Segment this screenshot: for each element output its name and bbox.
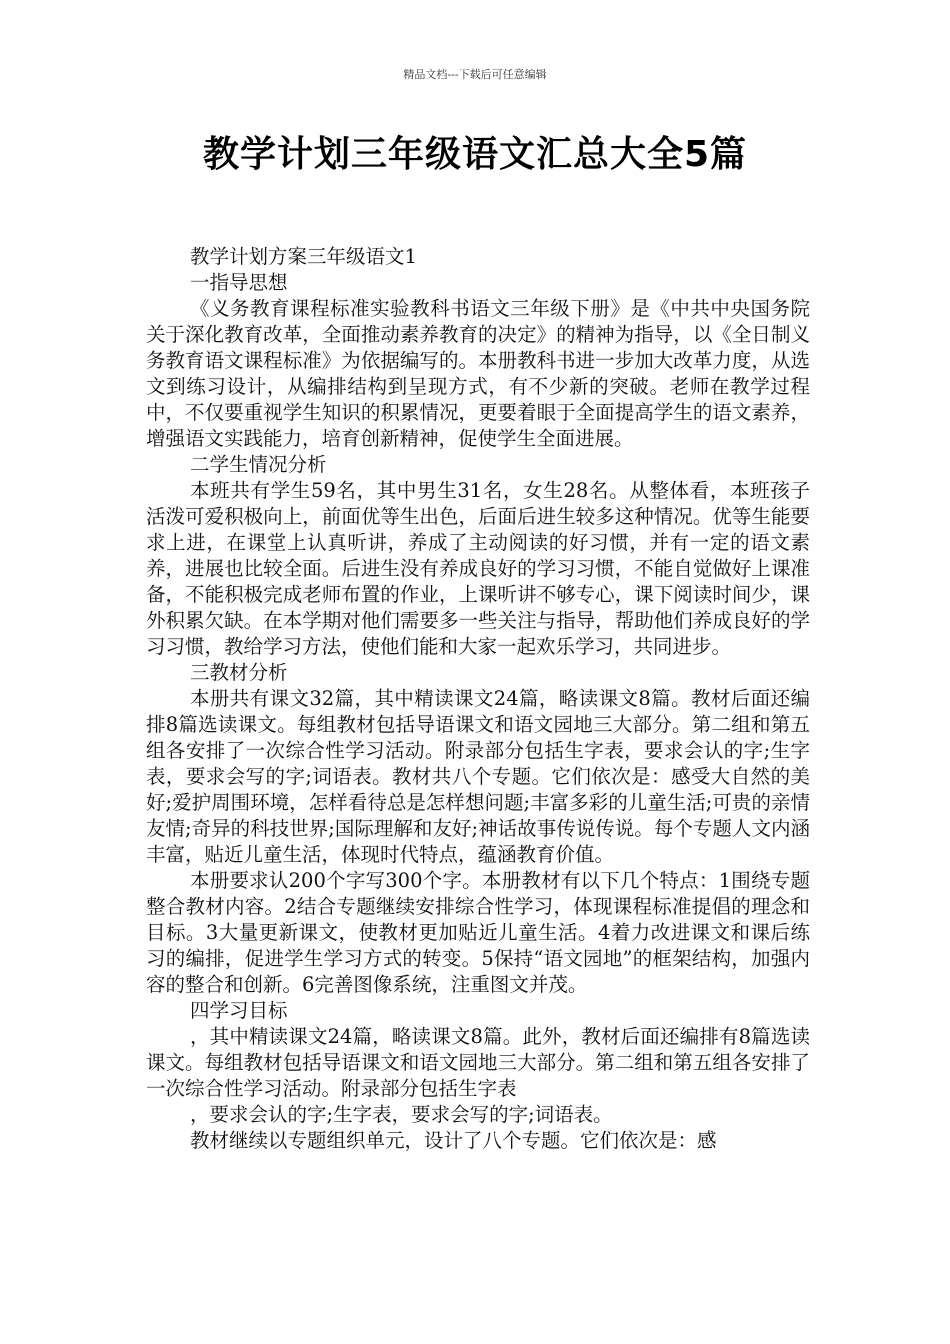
subsection-heading: 二学生情况分析 [190,453,327,476]
paragraph: ，其中精读课文24篇，略读课文8篇。此外，教材后面还编排有8篇选读课文。每组教材包括导语课文和语文园地三大部分。第二组和第五组各安排了一次综合性学习活动。附录部分包括生字表 [146,1025,810,1100]
paragraph: ，要求会认的字;生字表，要求会写的字;词语表。 [190,1103,613,1126]
paragraph: 本册要求认200个字写300个字。本册教材有以下几个特点：1围绕专题整合教材内容。2结合专题继续安排综合性学习，体现课程标准提倡的理念和目标。3大量更新课文，使教材更加贴近儿童生活。4着力改进课文和课后练习的编排，促进学生学习方式的转变。5保持“语文园地”的框架结构，加强内容的整合和创新。6完善图像系统，注重图文并茂。 [146,869,810,996]
document-title: 教学计划三年级语文汇总大全5篇 [202,134,748,175]
subsection-heading: 四学习目标 [190,999,288,1022]
paragraph: 本班共有学生59名，其中男生31名，女生28名。从整体看，本班孩子活泼可爱积极向上，前面优等生出色，后面后进生较多这种情况。优等生能要求上进，在课堂上认真听讲，养成了主动阅读的好习惯，并有一定的语文素养，进展也比较全面。后进生没有养成良好的学习习惯，不能自觉做好上课准备，不能积极完成老师布置的作业，上课听讲不够专心，课下阅读时间少，课外积累欠缺。在本学期对他们需要多一些关注与指导，帮助他们养成良好的学习习惯，教给学习方法，使他们能和大家一起欢乐学习，共同进步。 [146,479,810,658]
paragraph: 《义务教育课程标准实验教科书语文三年级下册》是《中共中央国务院关于深化教育改革，全面推动素养教育的决定》的精神为指导，以《全日制义务教育语文课程标准》为依据编写的。本册教科书进一步加大改革力度，从选文到练习设计，从编排结构到呈现方式，有不少新的突破。老师在教学过程中，不仅要重视学生知识的积累情况，更要着眼于全面提高学生的语文素养，增强语文实践能力，培育创新精神，促使学生全面进展。 [146,297,810,450]
header-note: 精品文档---下载后可任意编辑 [403,68,547,81]
paragraph: 本册共有课文32篇，其中精读课文24篇，略读课文8篇。教材后面还编排8篇选读课文。每组教材包括导语课文和语文园地三大部分。第二组和第五组各安排了一次综合性学习活动。附录部分包括生字表，要求会认的字;生字表，要求会写的字;词语表。教材共八个专题。它们依次是：感受大自然的美好;爱护周围环境，怎样看待总是怎样想问题;丰富多彩的儿童生活;可贵的亲情友情;奇异的科技世界;国际理解和友好;神话故事传说传说。每个专题人文内涵丰富，贴近儿童生活，体现时代特点，蕴涵教育价值。 [146,687,810,866]
section-heading: 教学计划方案三年级语文1 [190,245,417,268]
subsection-heading: 一指导思想 [190,271,288,294]
subsection-heading: 三教材分析 [190,661,288,684]
document-body [146,244,810,1154]
paragraph: 教材继续以专题组织单元，设计了八个专题。它们依次是：感 [190,1129,717,1152]
